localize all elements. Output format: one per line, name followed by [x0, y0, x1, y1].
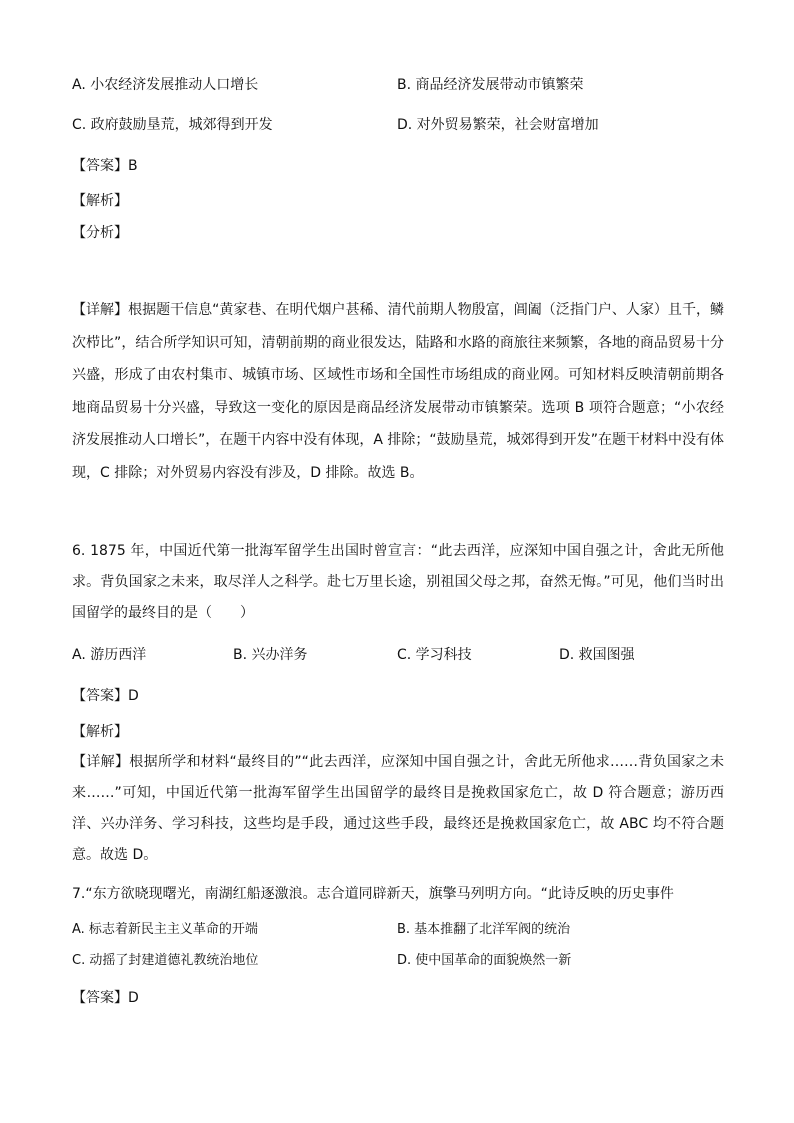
- q7-stem: 7.“东方欲晓现曙光，南湖红船逐激浪。志合道同辟新天，旗擎马列明方向。“此诗反映的历史事件: [72, 886, 674, 902]
- q7-option-a: A. 标志着新民主主义革命的开端: [72, 922, 258, 937]
- q6-stem: 6. 1875 年，中国近代第一批海军留学生出国时曾宣言：“此去西洋，应深知中国自强之计，舍此无所他求。背负国家之未来，取尽洋人之科学。赴七万里长途，别祖国父母之邦，奋然无悔。”可见，他们当时出国留学的最终目的是（ ）: [72, 543, 724, 621]
- q5-option-a: A. 小农经济发展推动人口增长: [72, 77, 259, 93]
- q5-option-c: C. 政府鼓励垦荒，城郊得到开发: [72, 117, 273, 133]
- q6-analysis-label: 【解析】: [72, 724, 128, 740]
- q6-option-d: D. 救国图强: [559, 647, 635, 663]
- q7-option-d: D. 使中国革命的面貌焕然一新: [397, 953, 572, 968]
- q6-option-c: C. 学习科技: [397, 647, 472, 663]
- q5-option-d: D. 对外贸易繁荣，社会财富增加: [397, 117, 599, 133]
- q5-fenxi-label: 【分析】: [72, 225, 128, 241]
- q6-detail: 【详解】根据所学和材料“最终目的”“此去西洋，应深知中国自强之计，舍此无所他求……背负国家之未来……”可知，中国近代第一批海军留学生出国留学的最终目是挽救国家危亡，故 D 符合题意；游历西洋、兴办洋务、学习科技，这些均是手段，通过这些手段，最终还是挽救国家危亡，故 ABC 均不符合题意。故选 D。: [72, 754, 724, 863]
- q6-answer: 【答案】D: [72, 688, 139, 704]
- q5-answer: 【答案】B: [72, 158, 138, 174]
- q5-option-b: B. 商品经济发展带动市镇繁荣: [397, 77, 584, 93]
- q6-option-a: A. 游历西洋: [72, 647, 147, 663]
- q5-analysis-label: 【解析】: [72, 193, 128, 209]
- q5-detail: 【详解】根据题干信息“黄家巷、在明代烟户甚稀、清代前期人物殷富，阊阖（泛指门户、人家）且千，鳞次栉比”，结合所学知识可知，清朝前期的商业很发达，陆路和水路的商旅往来频繁，各地的商品贸易十分兴盛，形成了由农村集市、城镇市场、区域性市场和全国性市场组成的商业网。可知材料反映清朝前期各地商品贸易十分兴盛，导致这一变化的原因是商品经济发展带动市镇繁荣。选项 B 项符合题意；“小农经济发展推动人口增长”，在题干内容中没有体现，A 排除；“鼓励垦荒，城郊得到开发”在题干材料中没有体现，C 排除；对外贸易内容没有涉及，D 排除。故选 B。: [72, 302, 724, 481]
- q7-option-b: B. 基本推翻了北洋军阀的统治: [397, 922, 571, 937]
- q7-answer: 【答案】D: [72, 990, 139, 1006]
- q6-option-b: B. 兴办洋务: [233, 647, 308, 663]
- q7-option-c: C. 动摇了封建道德礼教统治地位: [72, 953, 259, 968]
